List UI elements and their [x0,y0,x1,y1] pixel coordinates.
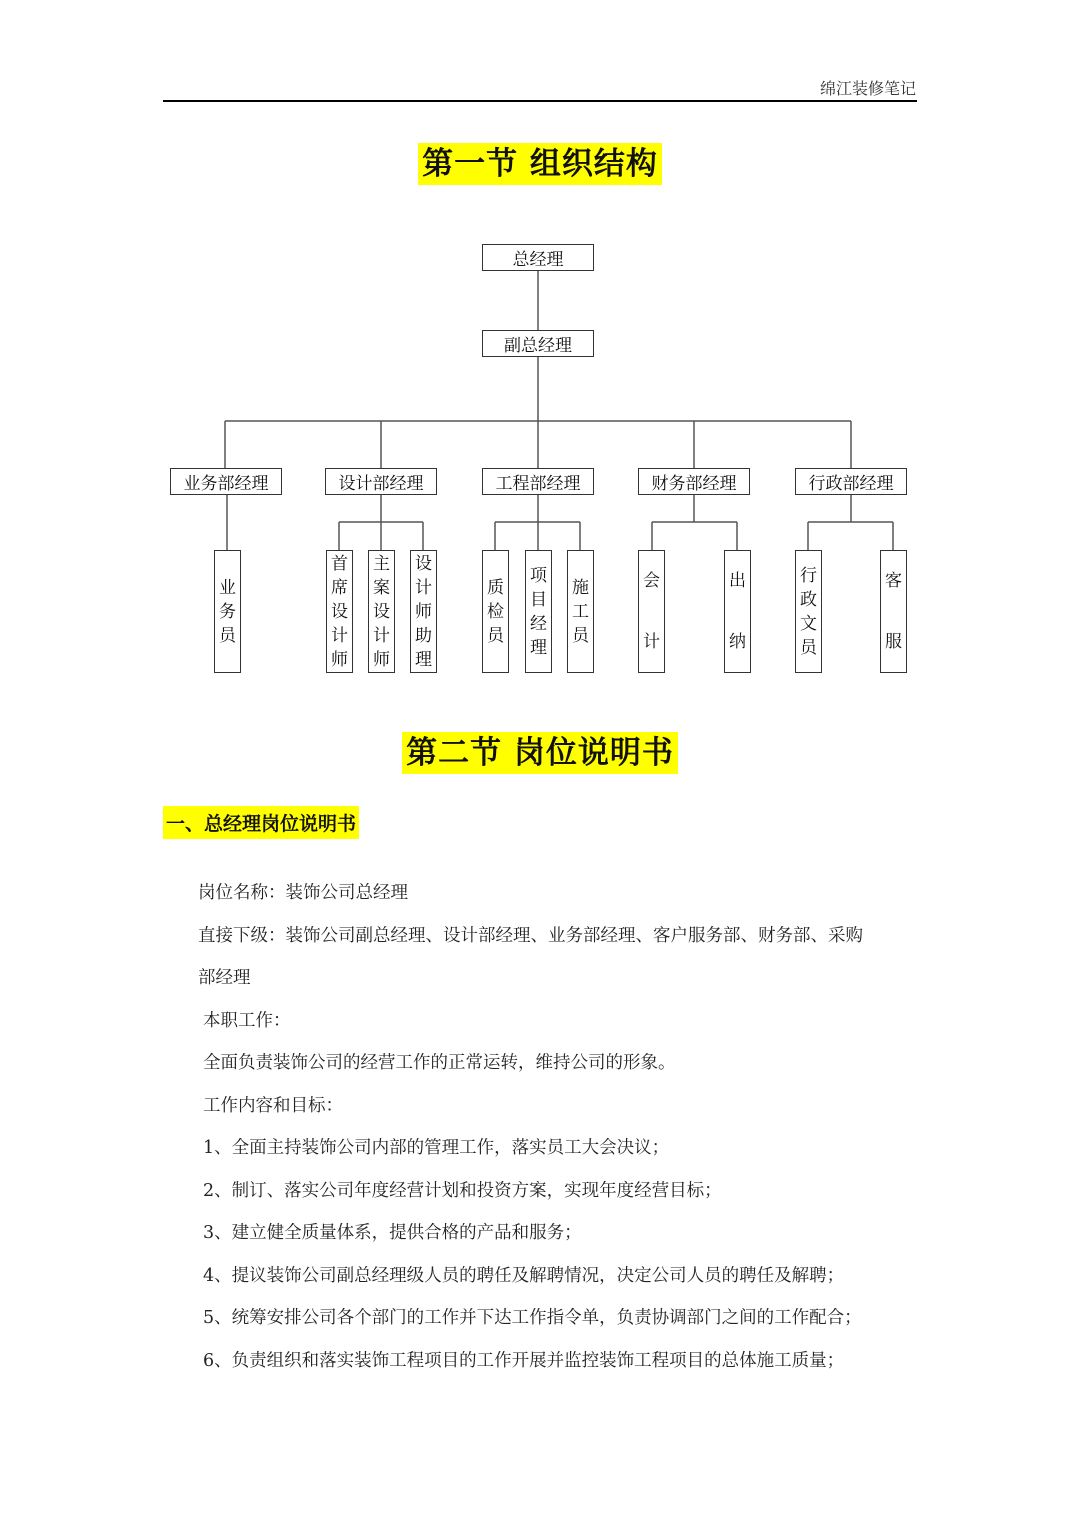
org-box-sub-1-1: 业 务 员 [214,550,241,673]
job-title-line: 岗位名称：装饰公司总经理 [198,883,408,903]
org-box-sub-4-2: 出 纳 [724,550,751,673]
org-box-deputy: 副总经理 [482,330,594,357]
goal-item-4: 4、提议装饰公司副总经理级人员的聘任及解聘情况，决定公司人员的聘任及解聘； [203,1266,845,1286]
org-box-sub-2-1: 首 席 设 计 师 [326,550,353,673]
org-box-root: 总经理 [482,244,594,271]
goal-item-1: 1、全面主持装饰公司内部的管理工作，落实员工大会决议； [203,1138,670,1158]
goal-item-5: 5、统筹安排公司各个部门的工作并下达工作指令单，负责协调部门之间的工作配合； [203,1308,862,1328]
duty-label: 本职工作： [203,1011,291,1031]
header-brand: 绵江装修笔记 [819,79,916,98]
org-box-dept-5: 行政部经理 [795,468,907,495]
section-title-org-text: 第一节 组织结构 [418,143,662,185]
org-box-sub-3-2: 项 目 经 理 [525,550,552,673]
org-box-dept-4: 财务部经理 [638,468,750,495]
goals-label: 工作内容和目标： [203,1096,343,1116]
org-box-sub-3-1: 质 检 员 [482,550,509,673]
org-box-sub-4-1: 会 计 [638,550,665,673]
section-title-jobs-text: 第二节 岗位说明书 [402,732,678,774]
section-title-jobs [0,727,1080,772]
org-box-dept-2: 设计部经理 [325,468,437,495]
org-box-dept-3: 工程部经理 [482,468,594,495]
goal-item-2: 2、制订、落实公司年度经营计划和投资方案，实现年度经营目标； [203,1181,722,1201]
goal-item-3: 3、建立健全质量体系，提供合格的产品和服务； [203,1223,582,1243]
org-box-sub-2-2: 主 案 设 计 师 [368,550,395,673]
goal-item-6: 6、负责组织和落实装饰工程项目的工作开展并监控装饰工程项目的总体施工质量； [203,1351,845,1371]
org-box-dept-1: 业务部经理 [170,468,282,495]
org-box-sub-2-3: 设 计 师 助 理 [410,550,437,673]
duty-text: 全面负责装饰公司的经营工作的正常运转，维持公司的形象。 [203,1053,676,1073]
subordinates-line: 直接下级：装饰公司副总经理、设计部经理、业务部经理、客户服务部、财务部、采购 [198,926,863,946]
org-box-sub-5-2: 客 服 [880,550,907,673]
org-box-sub-5-1: 行 政 文 员 [795,550,822,673]
subordinates-line-cont: 部经理 [198,968,251,988]
org-box-sub-3-3: 施 工 员 [567,550,594,673]
subsection-heading: 一、总经理岗位说明书 [163,806,359,839]
